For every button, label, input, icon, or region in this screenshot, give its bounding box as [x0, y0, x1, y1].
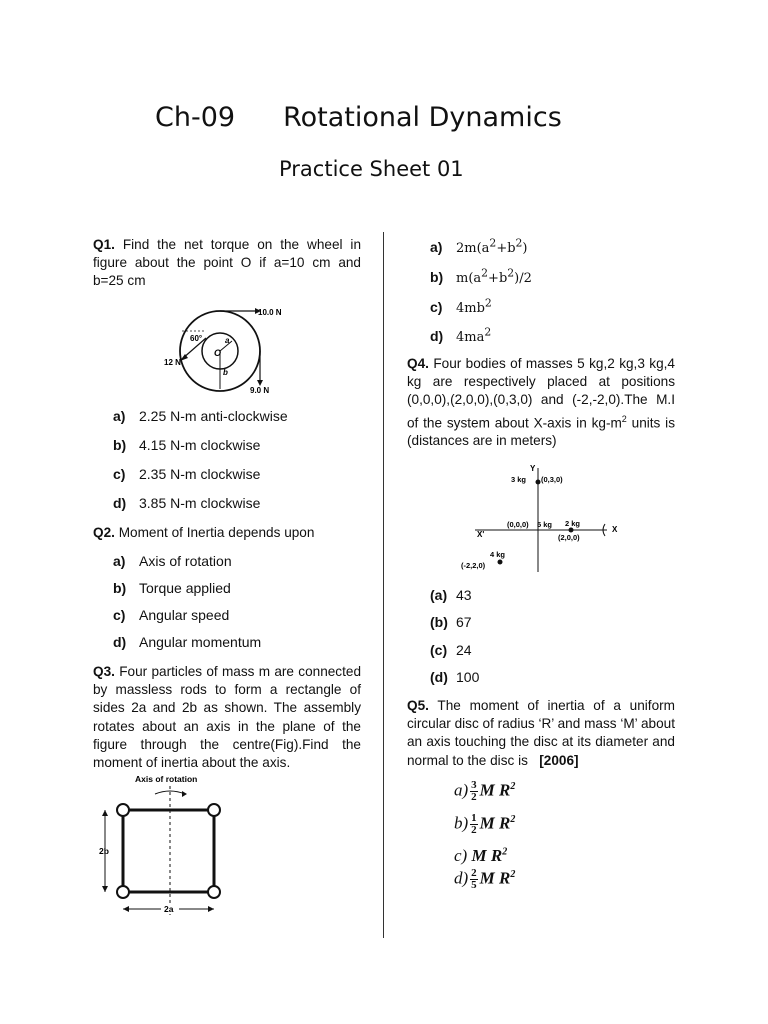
center-label: O: [214, 348, 222, 358]
question-5: [407, 697, 675, 770]
q4-option-a: (a) 43: [430, 587, 472, 603]
mass-4kg-label: 4 kg: [490, 550, 506, 559]
point-000-label: (0,0,0): [507, 520, 529, 529]
question-text: Moment of Inertia depends upon: [118, 525, 315, 540]
radius-b-label: b: [223, 368, 228, 377]
question-2: [93, 524, 361, 542]
point-030-label: (0,3,0): [541, 475, 563, 484]
q3-option-b: b) $m(a^2+b^2)/2$: [430, 267, 532, 287]
wheel-torque-figure: [160, 303, 300, 398]
q5-option-d: d) $\frac{2}{5}$ M $R^2$: [454, 867, 516, 891]
q4-option-c: (c) 24: [430, 642, 472, 658]
q1-option-a: a) 2.25 N-m anti-clockwise: [113, 408, 288, 424]
mass-5kg-label: 5 kg: [537, 520, 553, 529]
question-number: Q4.: [407, 356, 429, 371]
question-text: Find the net torque on the wheel in figure about the point O if a=10 cm and b=25 cm: [93, 237, 361, 289]
question-4: Q4. Four bodies of masses 5 kg,2 kg,3 kg,4 kg are respectively placed at positions (0,0,0),(2,0,0),(0,3,0) and (-2,-2,0).The M.I of the system about X-axis in $kg-m^2$ units is (distances are in meters): [407, 356, 675, 449]
question-number: Q5.: [407, 698, 429, 713]
force-label-9n: 9.0 N: [250, 386, 270, 395]
q3-option-c: c) $4mb^2$: [430, 297, 492, 317]
angle-label: 60°: [190, 334, 203, 343]
radius-a-label: a: [225, 336, 230, 345]
q5-option-a: a) $\frac{3}{2}$ M $R^2$: [454, 779, 516, 803]
coordinate-masses-figure: [445, 460, 620, 575]
force-label-12n: 12 N: [164, 358, 181, 367]
q5-option-b: b) $\frac{1}{2}$ M $R^2$: [454, 812, 516, 836]
q1-option-d: d) 3.85 N-m clockwise: [113, 495, 261, 511]
exam-year: [2006]: [539, 752, 579, 768]
side-2b-label: 2b: [99, 846, 109, 856]
force-label-10n: 10.0 N: [258, 308, 282, 317]
point-200-label: (2,0,0): [558, 533, 580, 542]
question-number: Q2.: [93, 525, 115, 540]
q1-option-c: c) 2.35 N-m clockwise: [113, 466, 261, 482]
axis-label: Axis of rotation: [135, 774, 198, 784]
chapter-number: Ch-09: [155, 102, 236, 133]
q3-option-d: d) $4ma^2$: [430, 326, 492, 346]
page-title: [155, 102, 562, 133]
side-2a-label: 2a: [164, 904, 174, 914]
q1-option-b: b) 4.15 N-m clockwise: [113, 437, 261, 453]
chapter-title: Rotational Dynamics: [283, 102, 562, 133]
q5-option-c: c) M $R^2$: [454, 846, 508, 865]
question-3: [93, 663, 361, 772]
question-number: Q3.: [93, 664, 115, 679]
mass-3kg-label: 3 kg: [511, 475, 527, 484]
column-divider: [383, 232, 384, 938]
q4-option-b: (b) 67: [430, 614, 472, 630]
y-axis-label: Y: [530, 464, 536, 473]
rectangle-masses-figure: [95, 772, 245, 920]
sheet-subtitle: Practice Sheet 01: [279, 157, 464, 181]
q2-option-d: d) Angular momentum: [113, 634, 262, 650]
question-text: The moment of inertia of a uniform circular disc of radius ‘R’ and mass ‘M’ about an axis touching the disc at its diameter and normal to the disc is: [407, 698, 675, 768]
q4-option-d: (d) 100: [430, 669, 480, 685]
question-text: Four bodies of masses 5 kg,2 kg,3 kg,4 kg are respectively placed at positions (0,0,0),(2,0,0),(0,3,0) and (-2,-2,0).The M.I of the system about X-axis in kg-m: [407, 356, 675, 431]
q3-option-a: a) $2m(a^2+b^2)$: [430, 237, 528, 257]
question-text: Four particles of mass m are connected by massless rods to form a rectangle of sides 2a and 2b as shown. The assembly rotates about an axis in the plane of the figure through the centre(Fig).Find the moment of inertia about the axis.: [93, 664, 362, 771]
q2-option-c: c) Angular speed: [113, 607, 230, 623]
x-axis-label: X: [612, 525, 618, 534]
question-1: [93, 236, 361, 291]
q2-option-a: a) Axis of rotation: [113, 553, 232, 569]
q2-option-b: b) Torque applied: [113, 580, 231, 596]
x-neg-axis-label: X': [477, 530, 485, 539]
question-number: Q1.: [93, 237, 115, 252]
mass-2kg-label: 2 kg: [565, 519, 581, 528]
point-220-label: (-2,2,0): [461, 561, 486, 570]
